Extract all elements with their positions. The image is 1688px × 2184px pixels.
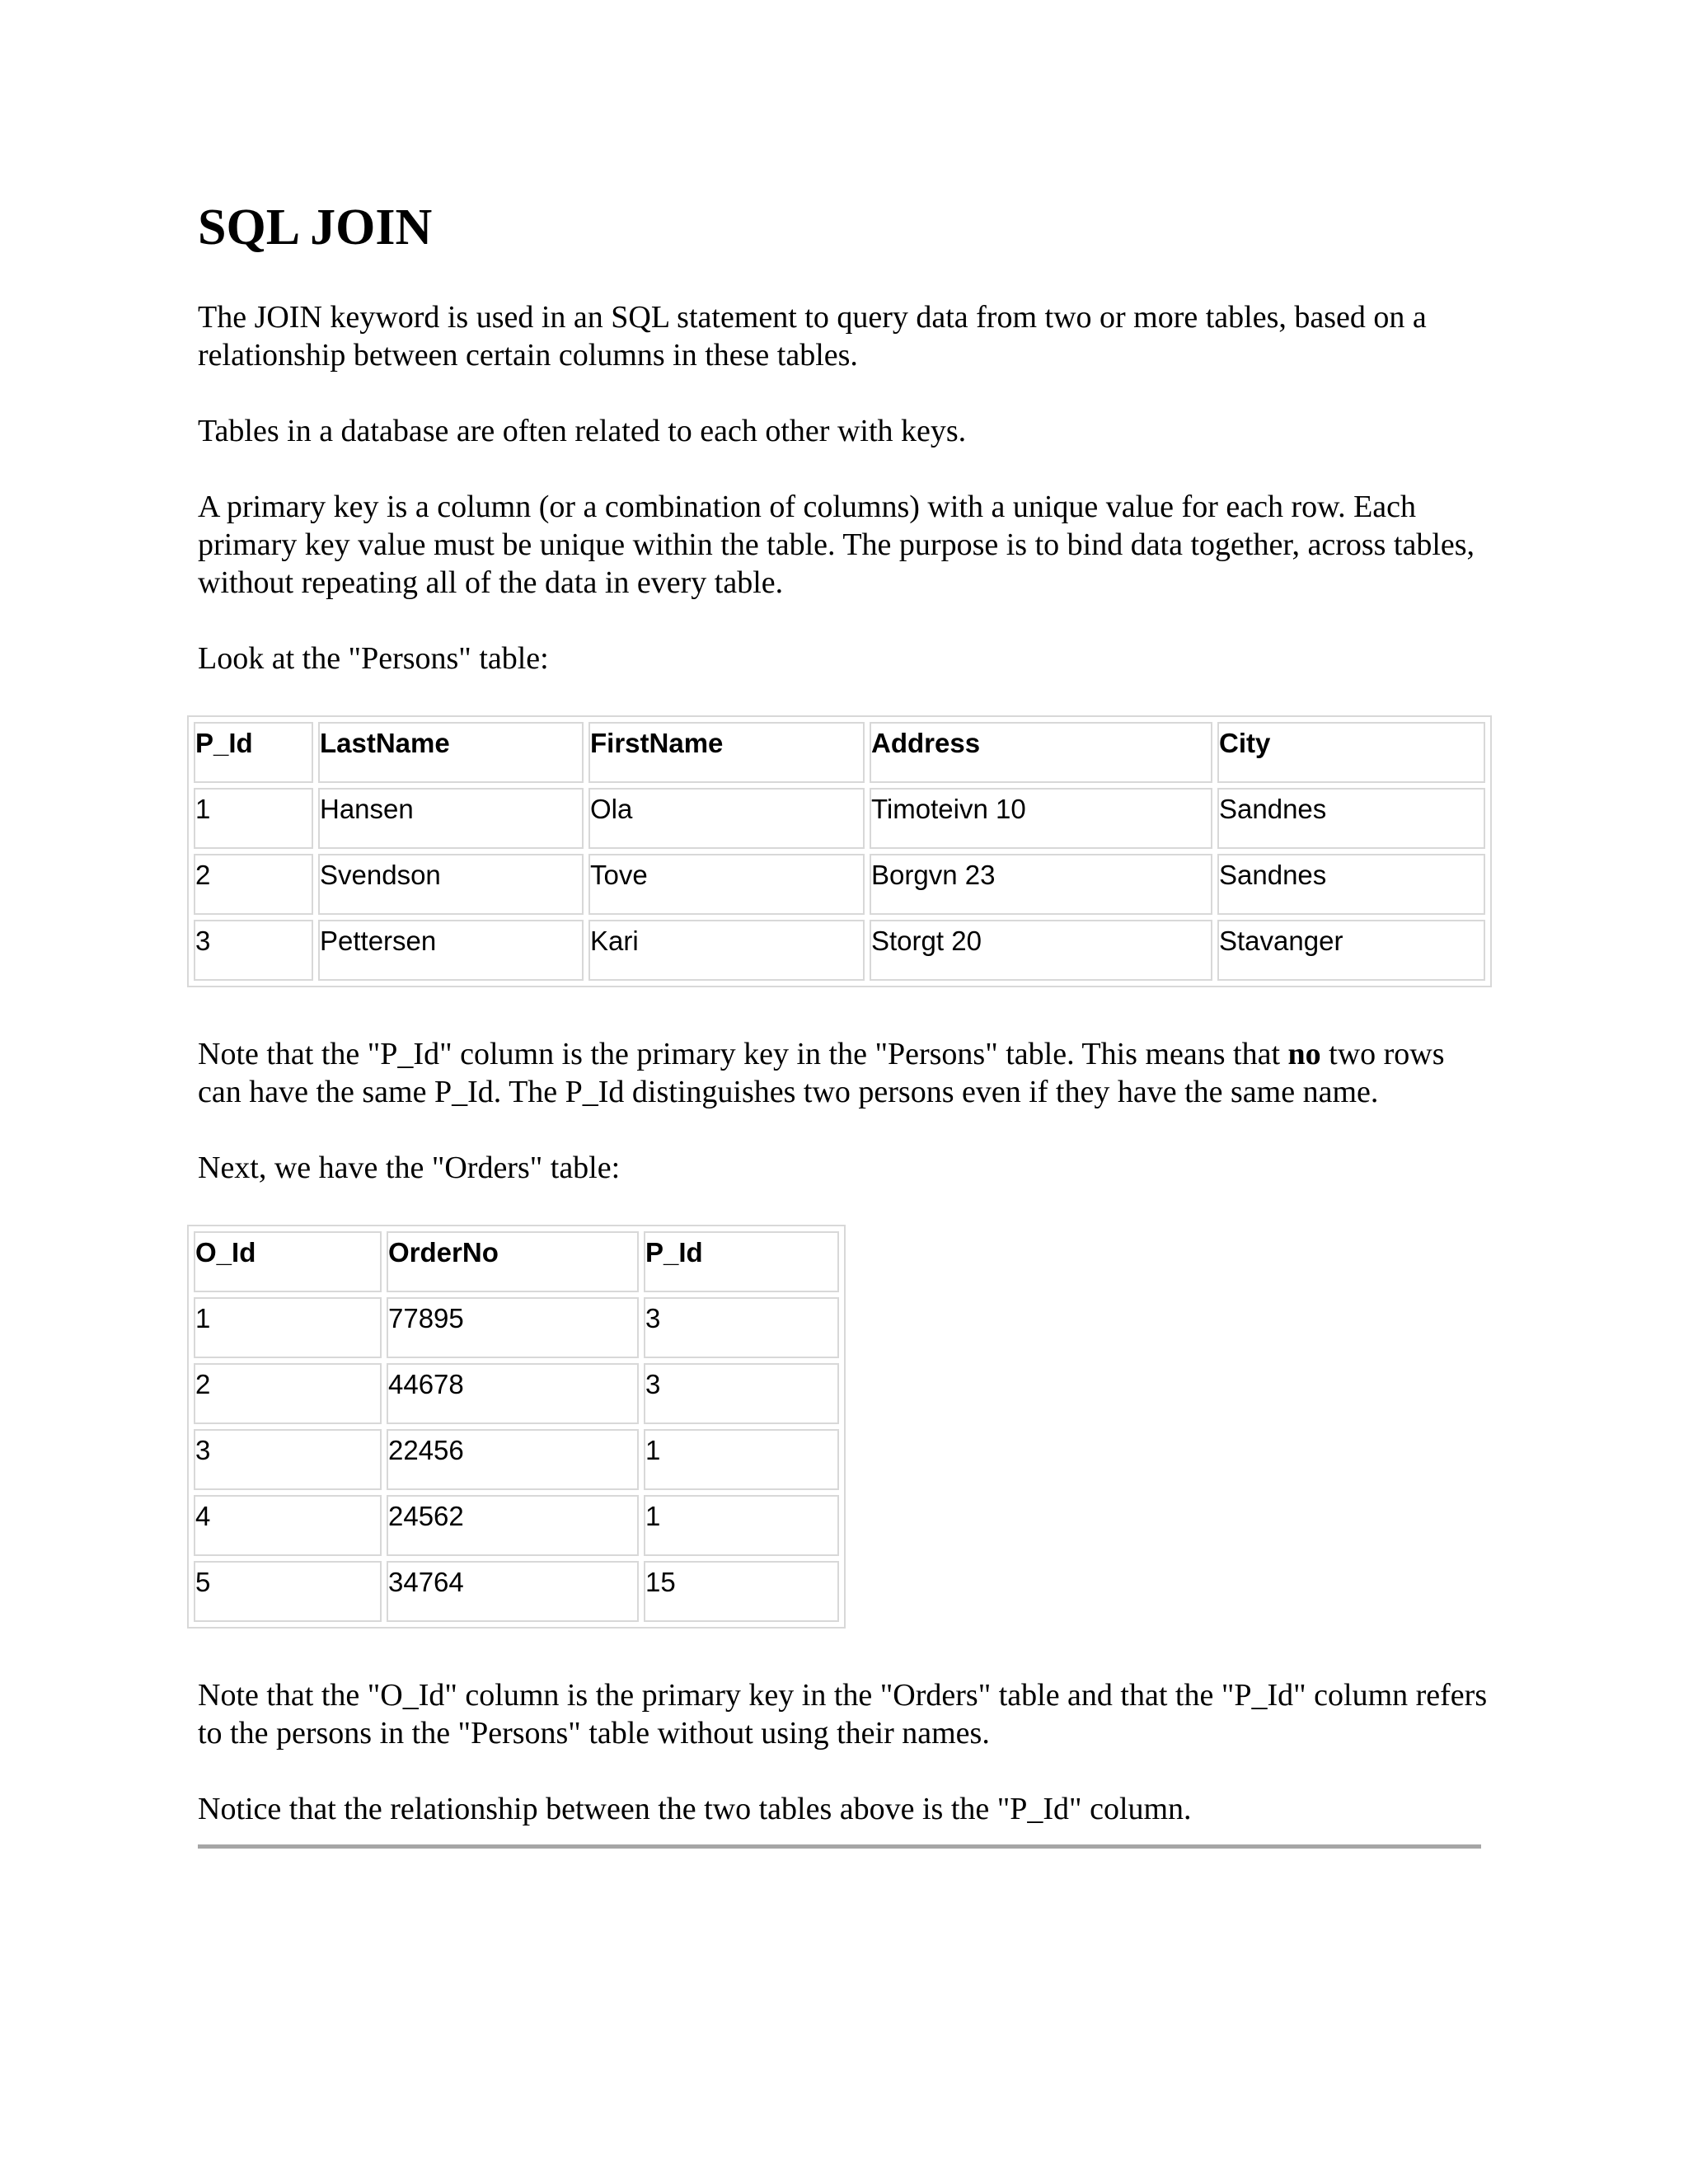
relationship-paragraph: Notice that the relationship between the two tables above is the "P_Id" column. [198, 1792, 1192, 1826]
keys-paragraph: Tables in a database are often related to each other with keys. [198, 414, 967, 448]
intro-paragraph: The JOIN keyword is used in an SQL statement to query data from two or more tables, based on a relationship between certain columns in these tables. [198, 300, 1427, 373]
table-cell: 3 [644, 1363, 839, 1424]
note-pid-emphasis: no [1287, 1037, 1321, 1071]
orders-header-cell: O_Id [194, 1231, 382, 1292]
note-pid-paragraph [198, 1035, 1492, 1111]
table-cell: Pettersen [318, 920, 584, 981]
table-cell: 1 [644, 1495, 839, 1556]
table-cell: Svendson [318, 854, 584, 915]
table-cell: Sandnes [1217, 788, 1485, 849]
table-cell: 1 [194, 1297, 382, 1358]
table-cell: 1 [644, 1429, 839, 1490]
table-cell: 34764 [387, 1561, 639, 1622]
table-cell: Sandnes [1217, 854, 1485, 915]
next-orders-paragraph: Next, we have the "Orders" table: [198, 1151, 621, 1185]
table-row [194, 788, 1485, 849]
table-row [194, 920, 1485, 981]
persons-header-cell: FirstName [588, 722, 865, 783]
orders-header-cell: P_Id [644, 1231, 839, 1292]
table-cell: 15 [644, 1561, 839, 1622]
table-cell: Storgt 20 [870, 920, 1212, 981]
note-pid-text: two rows can have the same P_Id. The P_Id distinguishes two persons even if they have the same name. [198, 1037, 1445, 1109]
table-cell: 77895 [387, 1297, 639, 1358]
persons-header-cell: P_Id [194, 722, 313, 783]
table-cell: 3 [644, 1297, 839, 1358]
table-cell: 4 [194, 1495, 382, 1556]
table-cell: 2 [194, 1363, 382, 1424]
persons-header-cell: LastName [318, 722, 584, 783]
table-cell: 2 [194, 854, 313, 915]
table-row [194, 1495, 839, 1556]
table-row [194, 1363, 839, 1424]
orders-header-row [194, 1231, 839, 1292]
table-row [194, 1561, 839, 1622]
table-cell: 5 [194, 1561, 382, 1622]
horizontal-rule [198, 1844, 1481, 1849]
table-row [194, 1297, 839, 1358]
table-cell: Stavanger [1217, 920, 1485, 981]
table-cell: Ola [588, 788, 865, 849]
orders-table [187, 1225, 846, 1629]
table-cell: 1 [194, 788, 313, 849]
table-cell: Tove [588, 854, 865, 915]
table-row [194, 854, 1485, 915]
table-cell: 3 [194, 1429, 382, 1490]
table-cell: Borgvn 23 [870, 854, 1212, 915]
table-cell: 3 [194, 920, 313, 981]
table-cell: 22456 [387, 1429, 639, 1490]
table-cell: Timoteivn 10 [870, 788, 1212, 849]
page-title: SQL JOIN [198, 199, 433, 255]
persons-table [187, 715, 1492, 987]
table-cell: 24562 [387, 1495, 639, 1556]
note-pid-text: Note that the "P_Id" column is the primary key in the "Persons" table. This means that [198, 1037, 1288, 1071]
persons-header-row [194, 722, 1485, 783]
table-row [194, 1429, 839, 1490]
persons-header-cell: City [1217, 722, 1485, 783]
note-oid-paragraph: Note that the "O_Id" column is the primary key in the "Orders" table and that the "P_Id" column refers to the persons in the "Persons" table without using their names. [198, 1678, 1488, 1750]
look-persons-paragraph: Look at the "Persons" table: [198, 641, 549, 676]
table-cell: 44678 [387, 1363, 639, 1424]
orders-header-cell: OrderNo [387, 1231, 639, 1292]
persons-header-cell: Address [870, 722, 1212, 783]
primary-key-paragraph: A primary key is a column (or a combination of columns) with a unique value for each row. Each primary key value must be unique within the table. The purpose is to bind data together, across tables, without repeating all of the data in every table. [198, 490, 1475, 600]
document-page [195, 198, 1492, 1849]
table-cell: Kari [588, 920, 865, 981]
table-cell: Hansen [318, 788, 584, 849]
